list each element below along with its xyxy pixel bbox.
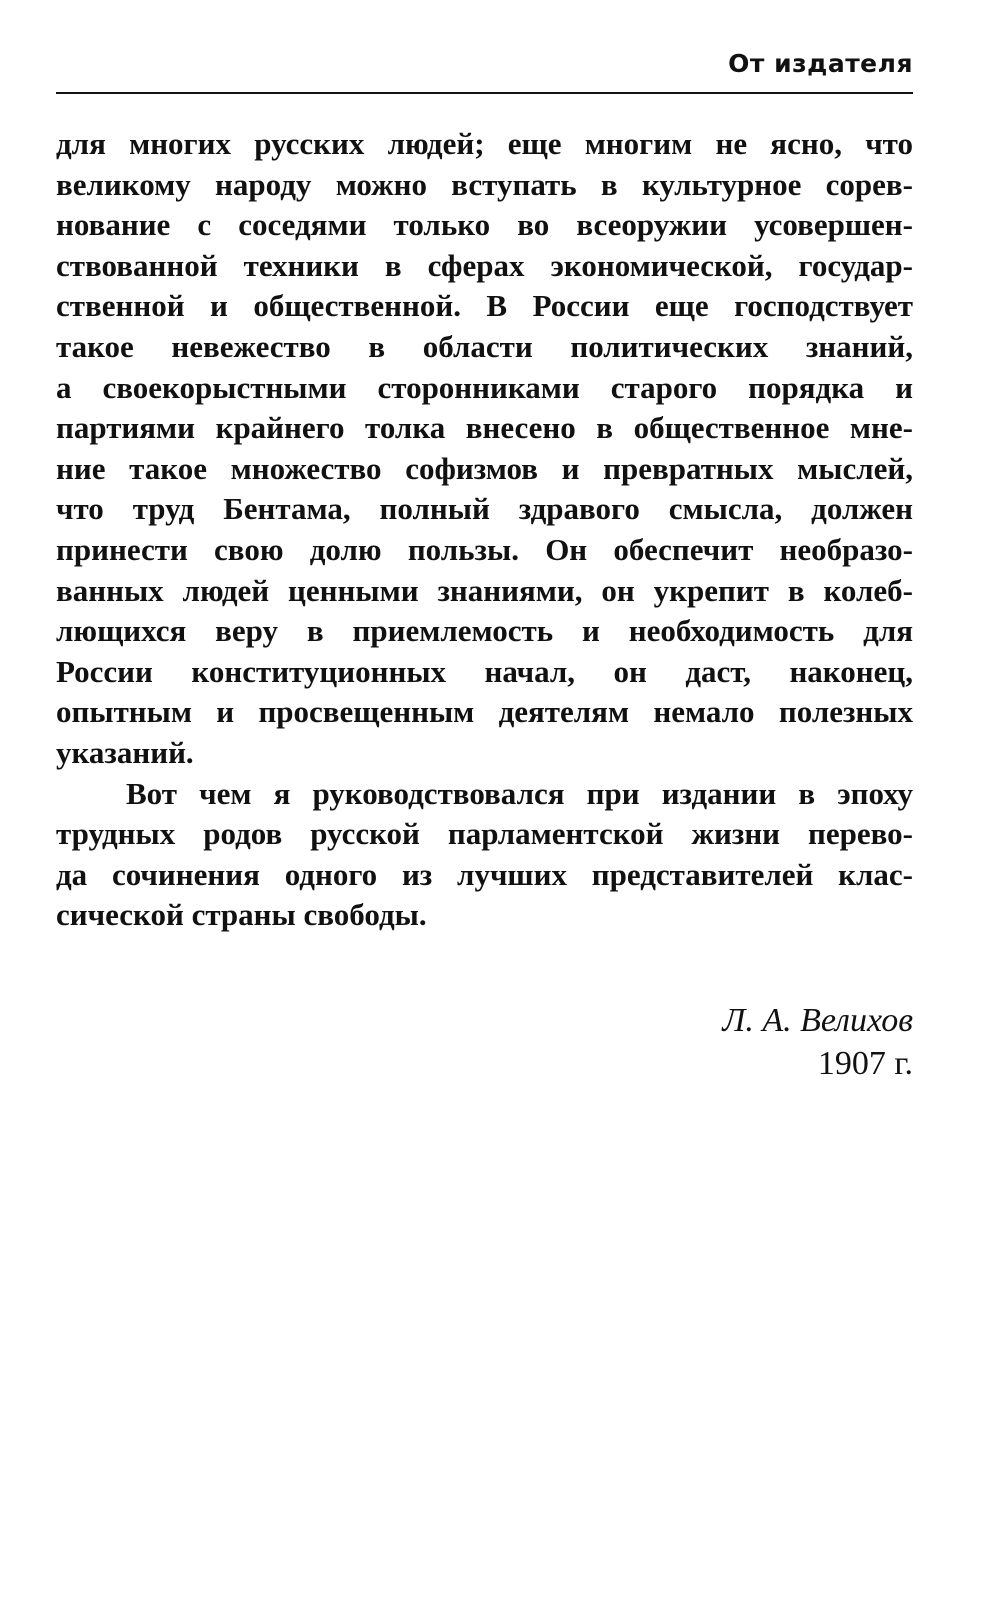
running-header: От издателя	[728, 49, 913, 78]
text-line: Вот чем я руководствовался при издании в эпоху	[126, 775, 913, 811]
text-line: опытным и просвещенным деятелям немало полезных	[56, 694, 913, 730]
paragraph-2	[56, 774, 913, 936]
text-line: сической страны свободы.	[56, 897, 427, 933]
text-line: для многих русских людей; еще многим не ясно, что	[56, 126, 913, 161]
text-line: нование с соседями только во всеоружии усовершен-	[56, 207, 913, 243]
header-rule	[56, 92, 913, 94]
text-line: ние такое множество софизмов и превратных мыслей,	[56, 450, 913, 486]
text-line: принести свою долю пользы. Он обеспечит необразо-	[56, 531, 913, 567]
text-line: а своекорыстными сторонниками старого порядка и	[56, 369, 913, 405]
text-line: ственной и общественной. В России еще господствует	[56, 288, 913, 324]
signature-date: 1907 г.	[817, 1045, 913, 1082]
text-line: России конституционных начал, он даст, наконец,	[56, 653, 913, 689]
author-signature: Л. А. Велихов	[722, 1002, 913, 1039]
text-line: лющихся веру в приемлемость и необходимость для	[56, 613, 913, 649]
paragraph-1	[56, 124, 913, 774]
text-line: ванных людей ценными знаниями, он укрепит в колеб-	[56, 572, 913, 608]
text-line: указаний.	[56, 734, 194, 770]
text-line: да сочинения одного из лучших представителей клас-	[56, 856, 913, 892]
text-line: ствованной техники в сферах экономической, государ-	[56, 247, 913, 283]
text-line: партиями крайнего толка внесено в общественное мне-	[56, 410, 913, 446]
text-line: великому народу можно вступать в культурное сорев-	[56, 166, 913, 202]
text-line: что труд Бентама, полный здравого смысла, должен	[56, 491, 913, 527]
text-line: трудных родов русской парламентской жизни перево-	[56, 816, 913, 852]
text-line: такое невежество в области политических знаний,	[56, 328, 913, 364]
body-text	[56, 124, 913, 936]
